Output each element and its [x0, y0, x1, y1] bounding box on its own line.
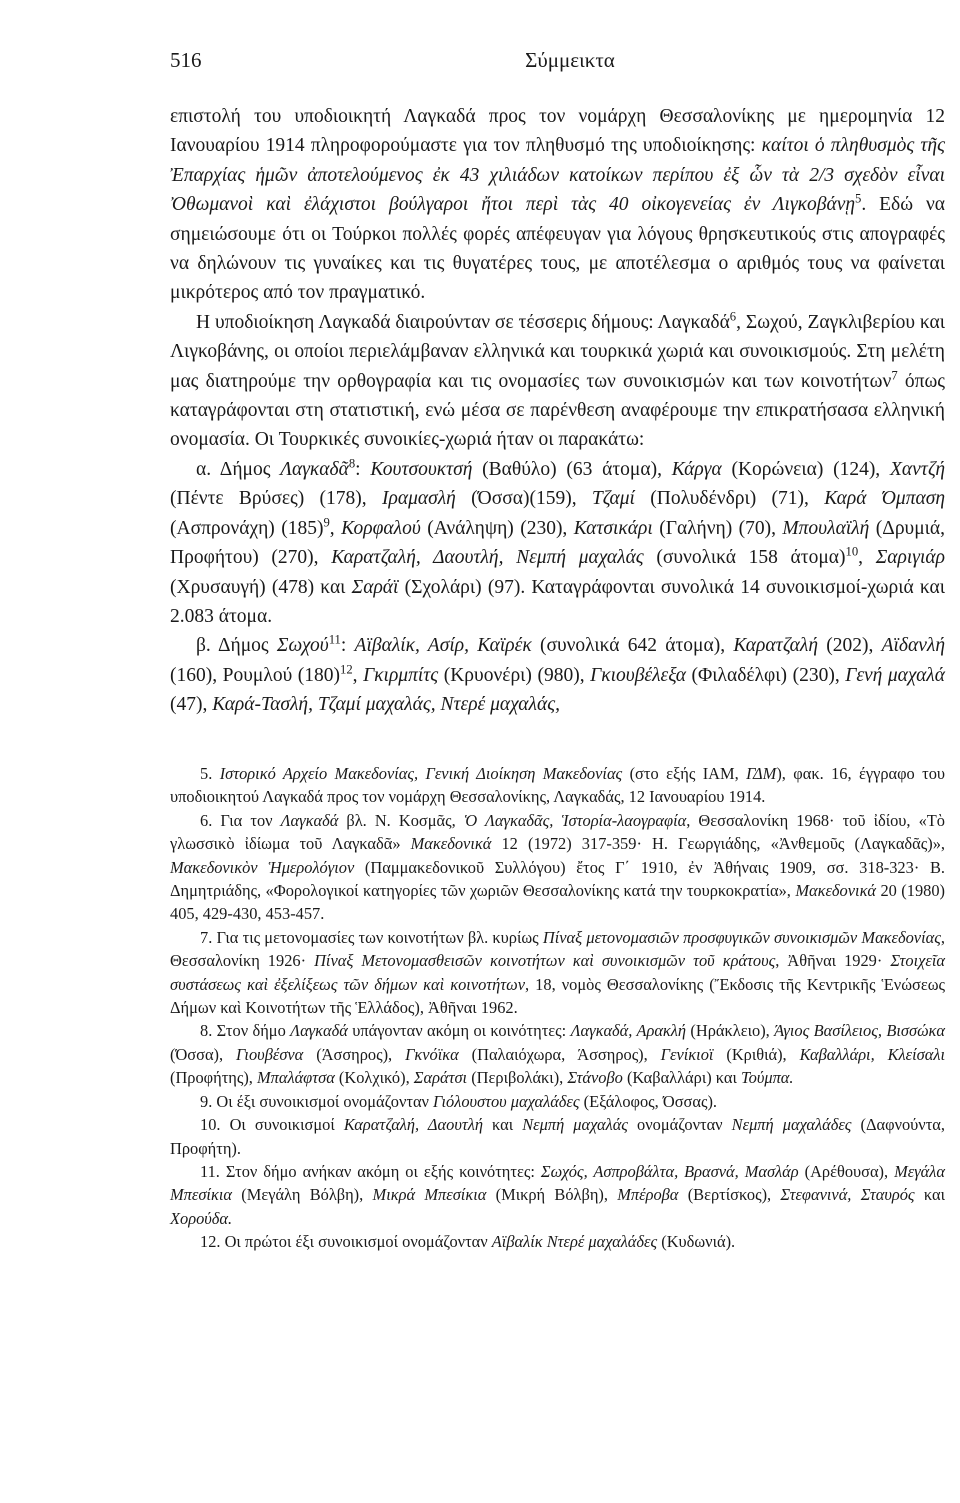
text-run: (Σχολάρι) (97). Καταγράφονται συνολικά 14 συνοικισμοί-χωριά και 2.083 άτομα.	[170, 576, 945, 627]
italic-text: Κάργα	[671, 458, 722, 480]
text-run: (Κρυονέρι) (980),	[438, 664, 591, 686]
text-run: (Καβαλλάρι) και	[622, 1068, 741, 1088]
text-run: (Ηράκλειο),	[686, 1021, 775, 1041]
text-run: 9. Οι έξι συνοικισμοί ονομάζονταν	[200, 1091, 434, 1111]
text-run: (Βαθύλο) (63 άτομα),	[472, 458, 672, 480]
paragraph	[170, 308, 945, 455]
text-run: , 18, νομὸς Θεσσαλονίκης (Ἔκδοσις τῆς Κεντρικῆς Ἑνώσεως Δήμων καὶ Κοινοτήτων τῆς Ἑλλάδος), Ἀθῆναι 1962.	[170, 974, 945, 1018]
text-run: (συνολικά 158 άτομα)	[643, 547, 846, 569]
italic-text: Καρατζαλή	[733, 635, 819, 657]
italic-text: Μακεδονικὸν Ἡμερολόγιον	[170, 857, 355, 877]
page-header	[170, 40, 910, 80]
italic-text: Αϊδανλή	[881, 635, 945, 657]
footnote-ref: 6	[729, 309, 737, 324]
italic-text: Καρά Όμπαση	[824, 488, 945, 510]
italic-text: Σωχός, Ασπροβάλτα, Βρασνά, Μασλάρ	[540, 1161, 799, 1181]
italic-text: Στεφανινά, Σταυρός	[780, 1185, 915, 1205]
text-run: 10. Οι συνοικισμοί	[200, 1115, 344, 1135]
italic-text: Μπέροβα	[617, 1185, 679, 1205]
italic-text: Κουτσουκτσή	[370, 458, 473, 480]
text-run: (συνολικά 642 άτομα),	[531, 635, 734, 657]
text-run: (Κορώνεια) (124),	[721, 458, 890, 480]
text-run: (Μικρή Βόλβη),	[486, 1185, 618, 1205]
text-run: (Φιλαδέλφι) (230),	[686, 664, 846, 686]
italic-text: Λαγκαδά	[280, 810, 339, 830]
footnote-10	[170, 1113, 945, 1160]
italic-text: Καρατζαλή, Δαουτλή, Νεμπή μαχαλάς	[331, 547, 644, 569]
italic-text: Σαράϊ	[351, 576, 399, 598]
footnote-ref: 9	[323, 515, 330, 530]
text-run: β. Δήμος	[196, 635, 277, 657]
italic-text: Κορφαλού	[341, 517, 421, 539]
text-run: (Πολυδένδρι) (71),	[634, 488, 825, 510]
italic-text: Άγιος Βασίλειος, Βισσώκα	[774, 1021, 945, 1041]
italic-text: Μπαλάφτσα	[257, 1068, 335, 1088]
italic-text: Νεμπή μαχαλάδες	[731, 1115, 852, 1135]
italic-text: Τούμπα.	[741, 1068, 794, 1088]
text-run: 7. Για τις μετονομασίες των κοινοτήτων βλ. κυρίως	[200, 927, 543, 947]
italic-text: Ιστορικό Αρχείο Μακεδονίας, Γενική Διοίκηση Μακεδονίας	[219, 764, 623, 783]
text-run: βλ. Ν. Κοσμᾶς,	[338, 810, 464, 830]
text-run: (Παμμακεδονικοῦ Συλλόγου) ἔτος Γ΄ 1910, ἐν Ἀθήναις 1909, σσ. 318-323· Β. Δημητριάδης, «Φορολογικοί κατηγορίες τῶν χωριῶν Θεσσαλονίκης κατά την τουρκοκρατία»,	[170, 857, 946, 901]
text-run: , Σωχού, Ζαγκλιβερίου και Λιγκοβάνης, οι οποίοι περιελάμβαναν ελληνικά και τουρκικά χωριά και συνοικισμούς. Στη μελέτη μας διατηρούμε την ορθογραφία και τις ονομασίες των συνοικισμών και των κοινοτήτων	[170, 311, 945, 392]
italic-text: Αϊβαλίκ, Ασίρ, Καϊρέκ	[354, 635, 532, 657]
footnote-6	[170, 809, 945, 926]
text-run: (Ασπρονάχη) (185)	[170, 517, 324, 539]
italic-text: Λαγκαδά	[290, 1021, 348, 1041]
italic-text: Γκιουβέλεξα	[590, 664, 686, 686]
italic-text: Τζαμί	[591, 488, 635, 510]
footnote-ref: 11	[328, 632, 341, 647]
text-run: . Εδώ να σημειώσουμε ότι οι Τούρκοι πολλές φορές απέφευγαν για λόγους θρησκευτικούς στις απογραφές να δηλώνουν τις γυναίκες και τις θυγατέρες τους, με αποτέλεσμα ο αριθμός τους να φαίνεται μικρότερος από τον πραγματικό.	[170, 194, 946, 304]
footnote-ref: 10	[845, 544, 859, 559]
footnote-12	[170, 1230, 945, 1253]
footnote-ref: 5	[855, 191, 862, 206]
italic-text: Γιόλουστου μαχαλάδες	[433, 1091, 580, 1111]
text-run: (Προφήτης),	[170, 1068, 258, 1088]
text-run: όπως καταγράφονται στη στατιστική, ενώ μέσα σε παρένθεση αναφέρουμε την επικρατήσασα ελληνική ονομασία. Οι Τουρκικές συνοικίες-χωριά ήταν οι παρακάτω:	[170, 370, 946, 451]
main-text	[170, 102, 945, 720]
text-run: (στο εξής ΙΑΜ,	[622, 764, 747, 783]
footnote-11	[170, 1160, 945, 1230]
text-run: 11. Στον δήμο ανήκαν ακόμη οι εξής κοινότητες:	[200, 1161, 541, 1181]
text-run: , Ἀθῆναι 1929·	[775, 951, 891, 971]
text-run: 12 (1972) 317-359· Η. Γεωργιάδης, «Ἀνθεμοῦς (Λαγκαδᾶς)»,	[491, 834, 945, 854]
italic-text: καίτοι ὁ πληθυσμὸς τῆς Ἐπαρχίας ἡμῶν ἀποτελούμενος ἐκ 43 χιλιάδων κατοίκων περίπου ἐξ ὧν τὰ 2/3 σχεδὸν εἶναι Ὀθωμανοὶ καὶ ἐλάχιστοι βούλγαροι ἤτοι περὶ τὰς 40 οἰκογενείας ἐν Λιγκοβάνῃ	[170, 135, 945, 216]
italic-text: Νεμπή μαχαλάς	[522, 1115, 628, 1135]
text-run: (Αρέθουσα),	[798, 1161, 895, 1181]
italic-text: Ιραμασλή	[381, 488, 456, 510]
text-run: (Εξάλοφος, Όσσας).	[579, 1091, 718, 1111]
italic-text: Στάνοβο	[567, 1068, 623, 1088]
paragraph	[170, 455, 945, 631]
text-run: Η υποδιοίκηση Λαγκαδά διαιρούνταν σε τέσσερις δήμους: Λαγκαδά	[196, 311, 730, 333]
text-run: ,	[352, 664, 364, 686]
footnote-7	[170, 926, 945, 1020]
text-run: ), φακ. 16, έγγραφο του υποδιοικητού Λαγκαδά προς τον νομάρχη Θεσσαλονίκης, Λαγκαδάς, 12 Ιανουαρίου 1914.	[170, 764, 946, 807]
text-run: (Δαφνούντα, Προφήτη).	[170, 1115, 945, 1158]
text-run: (Ανάληψη) (230),	[420, 517, 574, 539]
italic-text: ΓΔΜ	[746, 764, 777, 783]
footnote-ref: 12	[340, 662, 353, 677]
running-title: Σύμμεικτα	[525, 48, 615, 72]
italic-text: Καρά-Τασλή, Τζαμί μαχαλάς, Ντερέ μαχαλάς,	[212, 694, 561, 716]
text-run: (Χρυσαυγή) (478) και	[170, 576, 352, 598]
text-run: επιστολή του υποδιοικητή Λαγκαδά προς τον νομάρχη Θεσσαλονίκης με ημερομηνία 12 Ιανουαρίου 1914 πληροφορούμαστε για τον πληθυσμό της υποδιοίκησης:	[170, 106, 945, 157]
text-run: 8. Στον δήμο	[200, 1021, 291, 1041]
italic-text: Κατσικάρι	[573, 517, 653, 539]
text-run: (47),	[170, 694, 213, 716]
footnote-8	[170, 1019, 945, 1089]
italic-text: Πίναξ Μετονομασθεισῶν κοινοτήτων καὶ συνοικισμῶν τοῦ κράτους	[314, 951, 776, 971]
italic-text: Σαριγιάρ	[875, 547, 946, 569]
footnote-9	[170, 1090, 945, 1113]
text-run: (Βερτίσκος),	[678, 1185, 781, 1205]
text-run: 5.	[200, 764, 220, 783]
text-run: (Γαλήνη) (70),	[652, 517, 783, 539]
text-run: 12. Οι πρώτοι έξι συνοικισμοί ονομάζονταν	[200, 1232, 492, 1252]
text-run: , Θεσσαλονίκη 1926·	[170, 927, 946, 971]
text-run: (Όσσα),	[170, 1044, 237, 1064]
text-run: (Κριθιά),	[713, 1044, 800, 1064]
text-run: (160), Ρουμλού (180)	[170, 664, 340, 686]
text-run: ,	[858, 547, 876, 569]
footnote-ref: 7	[891, 368, 898, 383]
italic-text: Μακεδονικά	[410, 834, 492, 854]
italic-text: Σωχού	[276, 635, 329, 657]
italic-text: Μικρά Μπεσίκια	[372, 1185, 487, 1205]
paragraph	[170, 631, 945, 719]
text-run: και	[914, 1185, 945, 1205]
italic-text: Μακεδονικά	[795, 881, 877, 901]
italic-text: Καρατζαλή, Δαουτλή	[343, 1115, 483, 1135]
text-run: :	[340, 635, 355, 657]
italic-text: Γιουβέσνα	[236, 1044, 304, 1064]
footnote-5	[170, 762, 945, 809]
text-run: (Άσσηρος),	[303, 1044, 406, 1064]
italic-text: Χορούδα.	[170, 1208, 233, 1228]
text-run: (Δρυμιά, Προφήτου) (270),	[170, 517, 945, 569]
footnote-ref: 8	[348, 456, 356, 471]
text-run: (Κυδωνιά).	[657, 1232, 736, 1252]
text-run: :	[355, 458, 371, 480]
italic-text: Γενή μαχαλά	[845, 664, 945, 686]
footnotes	[170, 762, 945, 1254]
text-run: α. Δήμος	[196, 458, 281, 480]
italic-text: Μπουλαϊλή	[782, 517, 870, 539]
text-run: ονομάζονταν	[627, 1115, 732, 1135]
italic-text: Λαγκαδά, Αρακλή	[570, 1021, 687, 1041]
italic-text: Γενίκιοϊ	[660, 1044, 714, 1064]
italic-text: Πίναξ μετονομασιῶν προσφυγικῶν συνοικισμῶν Μακεδονίας	[542, 927, 941, 947]
text-run: 6. Για τον	[200, 810, 281, 830]
italic-text: Αϊβαλίκ Ντερέ μαχαλάδες	[491, 1232, 658, 1252]
italic-text: Γκνόϊκα	[405, 1044, 459, 1064]
text-run: (Όσσα)(159),	[455, 488, 592, 510]
text-run: , Θεσσαλονίκη 1968· τοῦ ἰδίου, «Τὸ γλωσσικὸ ἰδίωμα τοῦ Λαγκαδᾶ»	[170, 810, 945, 854]
text-run: (Περιβολάκι),	[467, 1068, 568, 1088]
text-run: (202),	[818, 635, 882, 657]
text-run: (Κολχικό),	[334, 1068, 414, 1088]
italic-text: Ὁ Λαγκαδᾶς, Ἱστορία-λαογραφία	[463, 810, 687, 830]
italic-text: Γκιρμπίτς	[363, 664, 439, 686]
text-run: 20 (1980) 405, 429-430, 453-457.	[170, 881, 945, 924]
text-run: (Πέντε Βρύσες) (178),	[170, 488, 382, 510]
italic-text: Λαγκαδᾶ	[280, 458, 349, 480]
page-number: 516	[170, 48, 202, 72]
text-run: (Παλαιόχωρα, Άσσηρος),	[458, 1044, 661, 1064]
text-run: και	[482, 1115, 523, 1135]
text-run: ,	[329, 517, 342, 539]
italic-text: Μεγάλα Μπεσίκια	[170, 1161, 945, 1205]
italic-text: Χαντζή	[889, 458, 945, 480]
italic-text: Στοιχεῖα συστάσεως καὶ ἐξελίξεως τῶν δήμων καὶ κοινοτήτων	[170, 951, 945, 994]
text-run: υπάγονταν ακόμη οι κοινότητες:	[347, 1021, 571, 1041]
text-run: (Μεγάλη Βόλβη),	[232, 1185, 373, 1205]
paragraph	[170, 102, 945, 308]
italic-text: Σαράτσι	[413, 1068, 468, 1088]
italic-text: Καβαλλάρι, Κλείσαλι	[799, 1044, 945, 1064]
